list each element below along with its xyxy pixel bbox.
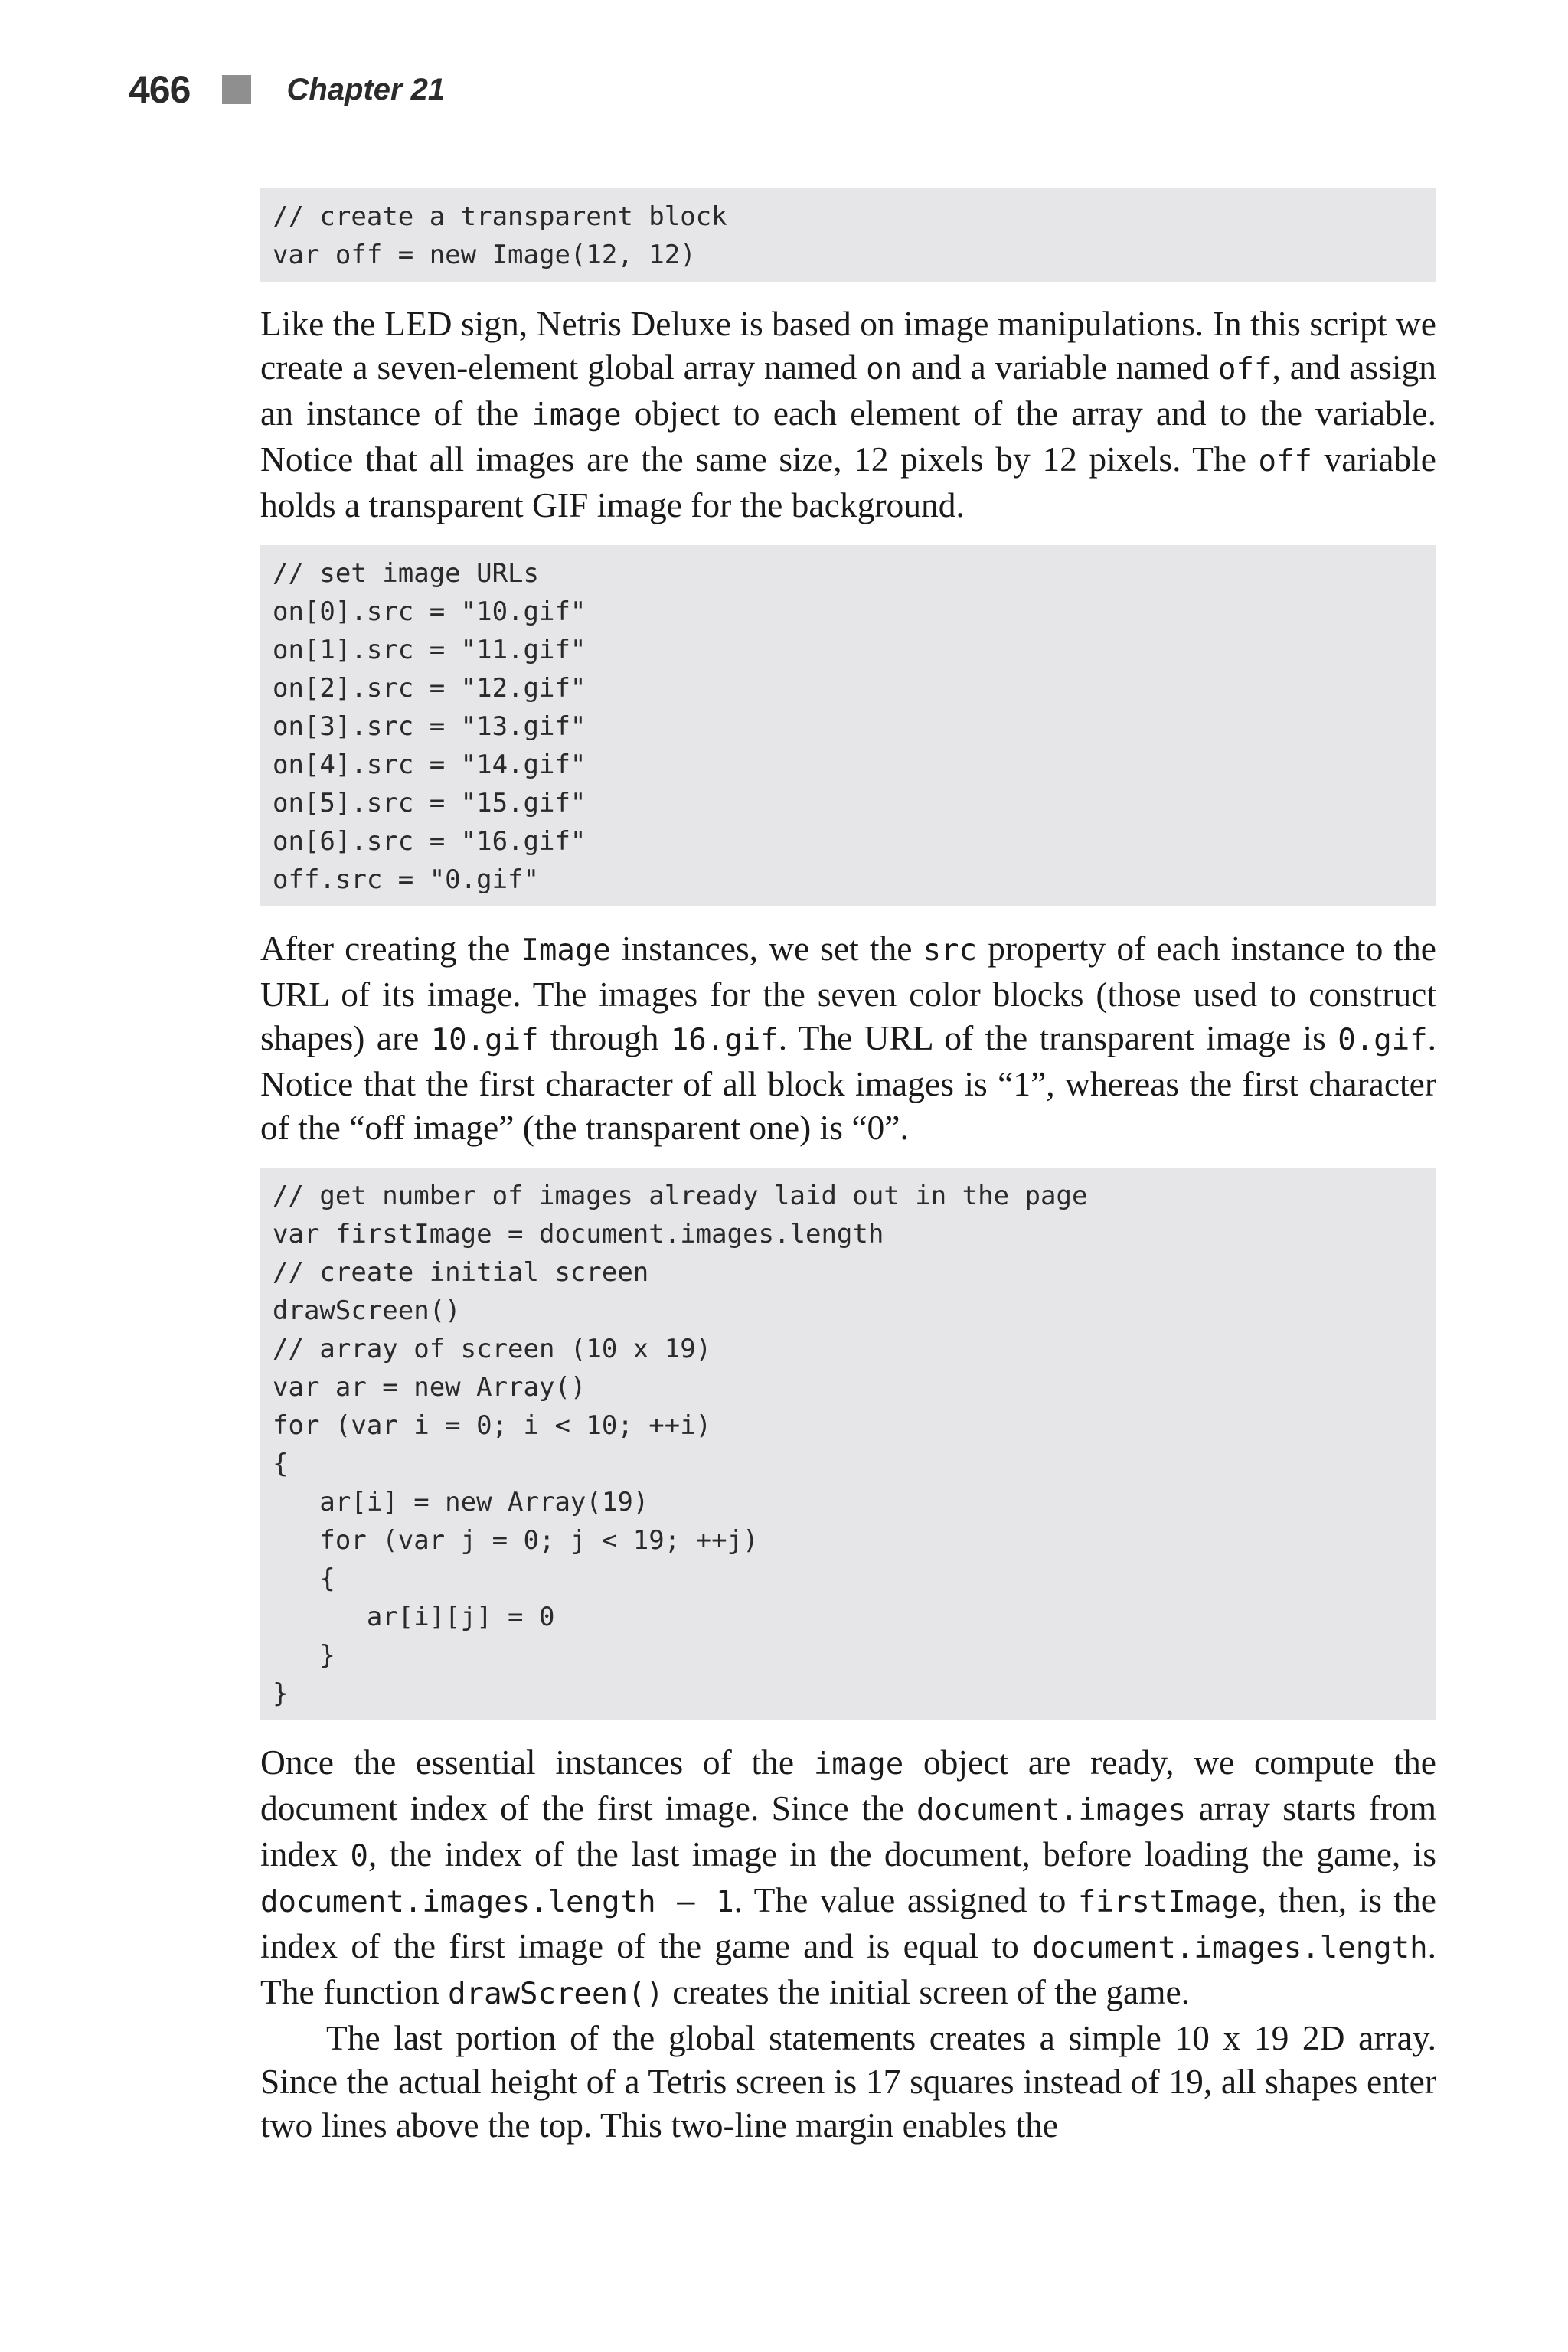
paragraph-image-manipulation [260,302,1436,527]
code-line: on[4].src = "14.gif" [273,750,586,780]
inline-code: firstImage [1077,1885,1258,1919]
inline-code: on [866,352,903,387]
text-run: The last portion of the global statements creates a simple 10 x 19 2D array. Since the actual height of a Tetris screen is 17 squares instead of 19, all shapes enter two lines above the top. This two-line margin enables the [260,2018,1436,2145]
text-run: array starts from index [260,1788,1437,1873]
code-block-screen-array [260,1168,1436,1720]
code-line: // get number of images already laid out in the page [273,1181,1088,1211]
page-header [129,63,445,116]
inline-code: 10.gif [430,1023,539,1057]
inline-code: src [923,933,978,968]
page-body [260,188,1436,2147]
text-run: object are ready, we compute the document index of the first image. Since the [260,1743,1436,1828]
inline-code: image [531,398,622,433]
code-line: on[3].src = "13.gif" [273,711,586,742]
text-run: . Notice that the first character of all block images is “1”, whereas the first character of the “off image” (the transparent one) is “0”. [260,1018,1437,1147]
code-line: ar[i][j] = 0 [273,1602,555,1632]
text-run: , the index of the last image in the document, before loading the game, is [368,1834,1436,1873]
code-line: } [273,1678,289,1709]
text-run: , and assign an instance of the [260,348,1436,433]
paragraph-document-index [260,1740,1436,2016]
inline-code: image [813,1747,904,1782]
paragraph-src-property [260,926,1436,1149]
code-line: // set image URLs [273,558,539,589]
inline-code: document.images.length – 1 [260,1885,734,1919]
code-line: off.src = "0.gif" [273,864,539,895]
text-run: and a variable named [902,348,1219,387]
code-block-transparent-block [260,188,1436,282]
chapter-label: Chapter 21 [286,72,446,106]
paragraph-global-statements [260,2016,1436,2147]
inline-code: document.images [916,1793,1187,1828]
text-run: Once the essential instances of the [260,1743,814,1782]
text-run: variable holds a transparent GIF image for the background. [260,439,1436,524]
code-line: drawScreen() [273,1295,461,1326]
text-run: . The value assigned to [733,1880,1078,1919]
code-line: // array of screen (10 x 19) [273,1334,712,1364]
code-line: { [273,1449,289,1479]
text-run: instances, we set the [610,929,923,968]
text-run: through [538,1018,671,1057]
code-line: on[2].src = "12.gif" [273,673,586,704]
inline-code: drawScreen() [448,1977,664,2011]
code-line: for (var j = 0; j < 19; ++j) [273,1525,759,1556]
code-line: { [273,1563,335,1594]
code-line: var off = new Image(12, 12) [273,240,696,270]
inline-code: 0 [350,1839,368,1873]
code-line: // create initial screen [273,1257,649,1288]
text-run: . The function [260,1926,1436,2011]
code-line: on[6].src = "16.gif" [273,826,586,857]
text-run: property of each instance to the URL of its image. The images for the seven color blocks (those used to construct shapes) are [260,929,1436,1057]
text-run: After creating the [260,929,521,968]
code-line: } [273,1640,335,1671]
code-line: var firstImage = document.images.length [273,1219,884,1250]
inline-code: off [1258,444,1312,479]
text-run: , then, is the index of the first image of the game and is equal to [260,1880,1436,1965]
text-run: object to each element of the array and to the variable. Notice that all images are the same size, 12 pixels by 12 pixels. The [260,394,1436,479]
inline-code: Image [521,933,611,968]
inline-code: off [1218,352,1272,387]
code-line: on[0].src = "10.gif" [273,596,586,627]
code-block-image-urls [260,545,1436,906]
header-square-marker [222,75,251,104]
text-run: . The URL of the transparent image is [778,1018,1338,1057]
inline-code: 0.gif [1338,1023,1428,1057]
inline-code: 16.gif [670,1023,779,1057]
text-run: creates the initial screen of the game. [663,1972,1191,2011]
code-line: var ar = new Array() [273,1372,586,1403]
text-run: Like the LED sign, Netris Deluxe is based on image manipulations. In this script we create a seven-element global array named [260,304,1436,387]
code-line: for (var i = 0; i < 10; ++i) [273,1410,712,1441]
inline-code: document.images.length [1032,1931,1428,1965]
code-line: // create a transparent block [273,201,727,232]
code-line: on[1].src = "11.gif" [273,635,586,665]
code-line: on[5].src = "15.gif" [273,788,586,818]
page-number: 466 [129,68,191,111]
code-line: ar[i] = new Array(19) [273,1487,649,1517]
